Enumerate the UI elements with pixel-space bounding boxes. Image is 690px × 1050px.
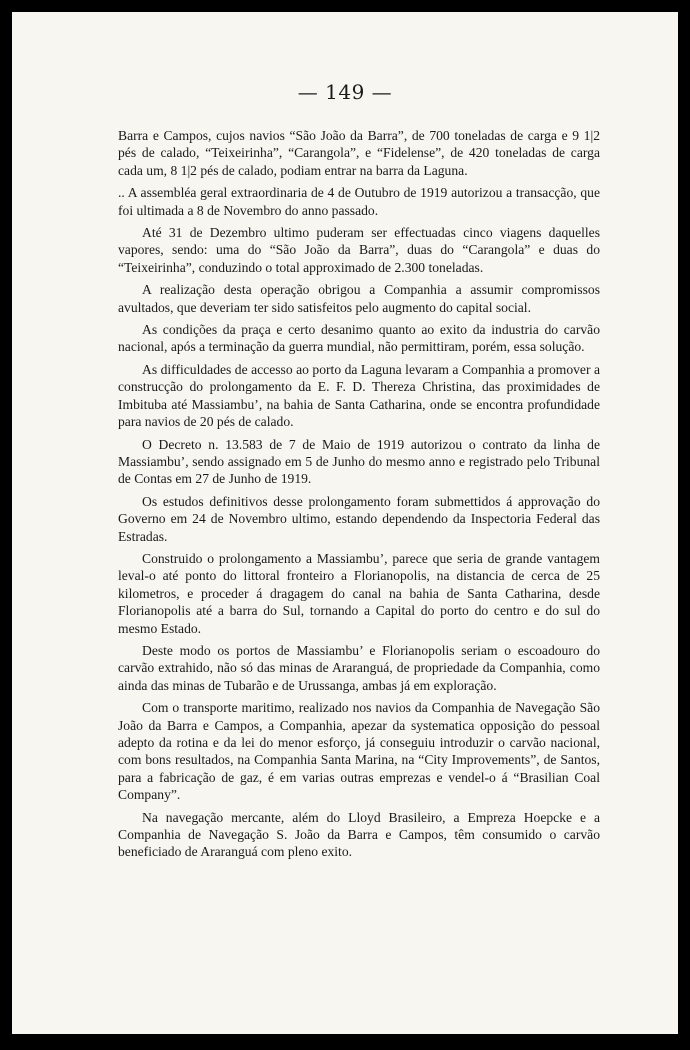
paragraph-5: As condições da praça e certo desanimo quanto ao exito da industria do carvão nacional, após a terminação da guerra mundial, não permittiram, porém, essa solução. [118, 322, 600, 355]
paragraph-11: Com o transporte maritimo, realizado nos navios da Companhia de Navegação São João da Barra e Campos, a Companhia, apezar da systematica opposição do pessoal adepto da rotina e da lei do menor esforço, já conseguiu introduzir o carvão nacional, com bons resultados, na Companhia Santa Marina, na “City Improvements”, de Santos, para a fabricação de gaz, é em varias outras emprezas e vendel-o á “Brasilian Coal Company”. [118, 700, 600, 803]
page-body [118, 127, 600, 866]
paragraph-7: O Decreto n. 13.583 de 7 de Maio de 1919 autorizou o contrato da linha de Massiambu’, sendo assignado em 5 de Junho do mesmo anno e registrado pelo Tribunal de Contas em 27 de Junho de 1919. [118, 436, 600, 487]
paragraph-2: .. A assembléa geral extraordinaria de 4 de Outubro de 1919 autorizou a transacção, que foi ultimada a 8 de Novembro do anno passado. [118, 185, 600, 218]
paragraph-12: Na navegação mercante, além do Lloyd Brasileiro, a Empreza Hoepcke e a Companhia de Navegação S. João da Barra e Campos, têm consumido o carvão beneficiado de Araranguá com pleno exito. [118, 809, 600, 860]
paragraph-8: Os estudos definitivos desse prolongamento foram submettidos á approvação do Governo em 24 de Novembro ultimo, estando dependendo da Inspectoria Federal das Estradas. [118, 493, 600, 544]
paragraph-6: As difficuldades de accesso ao porto da Laguna levaram a Companhia a promover a construcção do prolongamento da E. F. D. Thereza Christina, das proximidades de Imbituba até Massiambu’, na bahia de Santa Catharina, onde se encontra profundidade para navios de 20 pés de calado. [118, 361, 600, 430]
paragraph-10: Deste modo os portos de Massiambu’ e Florianopolis seriam o escoadouro do carvão extrahido, não só das minas de Araranguá, de propriedade da Companhia, como ainda das minas de Tubarão e de Urussanga, ambas já em exploração. [118, 642, 600, 693]
document-page [12, 12, 678, 1034]
paragraph-3: Até 31 de Dezembro ultimo puderam ser effectuadas cinco viagens daquelles vapores, sendo: uma do “São João da Barra”, duas do “Carangola” e duas do “Teixeirinha”, conduzindo o total approximado de 2.300 toneladas. [118, 225, 600, 275]
page-number: — 149 — [297, 80, 393, 104]
paragraph-9: Construido o prolongamento a Massiambu’, parece que seria de grande vantagem leval-o até ponto do littoral fronteiro a Florianopolis, na distancia de cerca de 25 kilometros, e proceder á dragagem do canal na bahia de Santa Catharina, desde Florianopolis até a barra do Sul, tornando a Capital do porto do centro e do sul do mesmo Estado. [118, 550, 600, 636]
paragraph-1: Barra e Campos, cujos navios “São João da Barra”, de 700 toneladas de carga e 9 1|2 pés de calado, “Teixeirinha”, “Carangola”, e “Fidelense”, de 420 toneladas de carga cada um, 8 1|2 pés de calado, podiam entrar na barra da Laguna. [118, 128, 600, 178]
paragraph-4: A realização desta operação obrigou a Companhia a assumir compromissos avultados, que deveriam ter sido satisfeitos pelo augmento do capital social. [118, 282, 600, 315]
